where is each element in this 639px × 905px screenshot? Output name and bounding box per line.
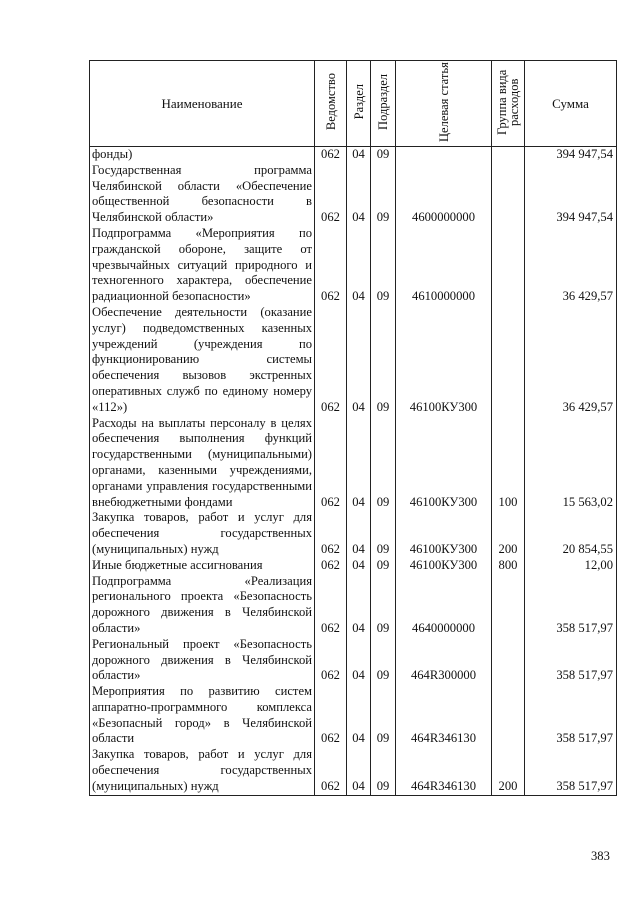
cell-name: Закупка товаров, работ и услуг для обеспечения государственных (муниципальных) нужд xyxy=(90,510,315,557)
table-row xyxy=(90,637,617,684)
cell-sum: 394 947,54 xyxy=(525,147,617,163)
cell-section: 04 xyxy=(347,558,371,574)
cell-section: 04 xyxy=(347,305,371,416)
cell-name: Подпрограмма «Мероприятия по гражданской обороне, защите от чрезвычайных ситуаций природного и техногенного характера, обеспечение радиационной безопасности» xyxy=(90,226,315,305)
table-row xyxy=(90,163,617,226)
cell-subsection: 09 xyxy=(371,684,396,747)
cell-dept: 062 xyxy=(315,305,347,416)
table-row xyxy=(90,574,617,637)
table-row xyxy=(90,416,617,511)
cell-article: 464R346130 xyxy=(396,684,492,747)
cell-group: 200 xyxy=(492,747,525,795)
cell-sum: 358 517,97 xyxy=(525,574,617,637)
header-section: Раздел xyxy=(347,61,371,147)
cell-group xyxy=(492,163,525,226)
page-number: 383 xyxy=(591,849,610,863)
cell-group xyxy=(492,637,525,684)
cell-section: 04 xyxy=(347,416,371,511)
cell-group xyxy=(492,684,525,747)
table-row xyxy=(90,305,617,416)
cell-subsection: 09 xyxy=(371,637,396,684)
header-article: Целевая статья xyxy=(396,61,492,147)
cell-subsection: 09 xyxy=(371,147,396,163)
cell-section: 04 xyxy=(347,684,371,747)
cell-group xyxy=(492,147,525,163)
cell-name: Расходы на выплаты персоналу в целях обеспечения выполнения функций государственными (муниципальными) органами, казенными учреждениями, органами управления государственными внебюджетными фондами xyxy=(90,416,315,511)
cell-sum: 358 517,97 xyxy=(525,684,617,747)
cell-dept: 062 xyxy=(315,574,347,637)
cell-group xyxy=(492,305,525,416)
cell-dept: 062 xyxy=(315,684,347,747)
cell-name: Государственная программа Челябинской области «Обеспечение общественной безопасности в Челябинской области» xyxy=(90,163,315,226)
cell-name: Закупка товаров, работ и услуг для обеспечения государственных (муниципальных) нужд xyxy=(90,747,315,795)
cell-subsection: 09 xyxy=(371,305,396,416)
cell-name: Обеспечение деятельности (оказание услуг) подведомственных казенных учреждений (учреждения по функционированию системы обеспечения вызовов экстренных оперативных служб по единому номеру «112») xyxy=(90,305,315,416)
cell-subsection: 09 xyxy=(371,510,396,557)
cell-article: 46100КУ300 xyxy=(396,510,492,557)
cell-dept: 062 xyxy=(315,637,347,684)
cell-section: 04 xyxy=(347,574,371,637)
header-group: Группа вида расходов xyxy=(492,61,525,147)
cell-section: 04 xyxy=(347,747,371,795)
table-header-row xyxy=(90,61,617,147)
cell-name: Иные бюджетные ассигнования xyxy=(90,558,315,574)
cell-section: 04 xyxy=(347,163,371,226)
budget-table xyxy=(89,60,617,796)
cell-subsection: 09 xyxy=(371,226,396,305)
cell-dept: 062 xyxy=(315,147,347,163)
cell-article: 464R346130 xyxy=(396,747,492,795)
table-row xyxy=(90,147,617,163)
cell-subsection: 09 xyxy=(371,574,396,637)
header-dept: Ведомство xyxy=(315,61,347,147)
cell-sum: 12,00 xyxy=(525,558,617,574)
cell-sum: 36 429,57 xyxy=(525,226,617,305)
cell-dept: 062 xyxy=(315,510,347,557)
cell-dept: 062 xyxy=(315,747,347,795)
table-row xyxy=(90,226,617,305)
cell-name: Подпрограмма «Реализация регионального проекта «Безопасность дорожного движения в Челябинской области» xyxy=(90,574,315,637)
table-row xyxy=(90,684,617,747)
table-row xyxy=(90,747,617,795)
header-name: Наименование xyxy=(90,61,315,147)
cell-sum: 36 429,57 xyxy=(525,305,617,416)
table-row xyxy=(90,558,617,574)
cell-section: 04 xyxy=(347,510,371,557)
cell-subsection: 09 xyxy=(371,416,396,511)
header-subsection: Подраздел xyxy=(371,61,396,147)
cell-group: 100 xyxy=(492,416,525,511)
cell-article: 4600000000 xyxy=(396,163,492,226)
cell-article: 4640000000 xyxy=(396,574,492,637)
cell-section: 04 xyxy=(347,147,371,163)
cell-name: Мероприятия по развитию систем аппаратно-программного комплекса «Безопасный город» в Челябинской области xyxy=(90,684,315,747)
cell-article: 4610000000 xyxy=(396,226,492,305)
cell-sum: 358 517,97 xyxy=(525,637,617,684)
header-sum: Сумма xyxy=(525,61,617,147)
cell-subsection: 09 xyxy=(371,747,396,795)
cell-dept: 062 xyxy=(315,226,347,305)
cell-article xyxy=(396,147,492,163)
cell-name: фонды) xyxy=(90,147,315,163)
cell-group xyxy=(492,574,525,637)
cell-subsection: 09 xyxy=(371,163,396,226)
table-row xyxy=(90,510,617,557)
cell-article: 46100КУ300 xyxy=(396,305,492,416)
cell-dept: 062 xyxy=(315,163,347,226)
cell-group: 800 xyxy=(492,558,525,574)
cell-group: 200 xyxy=(492,510,525,557)
cell-section: 04 xyxy=(347,226,371,305)
cell-sum: 20 854,55 xyxy=(525,510,617,557)
cell-sum: 358 517,97 xyxy=(525,747,617,795)
cell-name: Региональный проект «Безопасность дорожного движения в Челябинской области» xyxy=(90,637,315,684)
cell-sum: 15 563,02 xyxy=(525,416,617,511)
cell-dept: 062 xyxy=(315,558,347,574)
cell-section: 04 xyxy=(347,637,371,684)
cell-dept: 062 xyxy=(315,416,347,511)
cell-group xyxy=(492,226,525,305)
cell-article: 464R300000 xyxy=(396,637,492,684)
cell-article: 46100КУ300 xyxy=(396,558,492,574)
cell-subsection: 09 xyxy=(371,558,396,574)
cell-sum: 394 947,54 xyxy=(525,163,617,226)
cell-article: 46100КУ300 xyxy=(396,416,492,511)
